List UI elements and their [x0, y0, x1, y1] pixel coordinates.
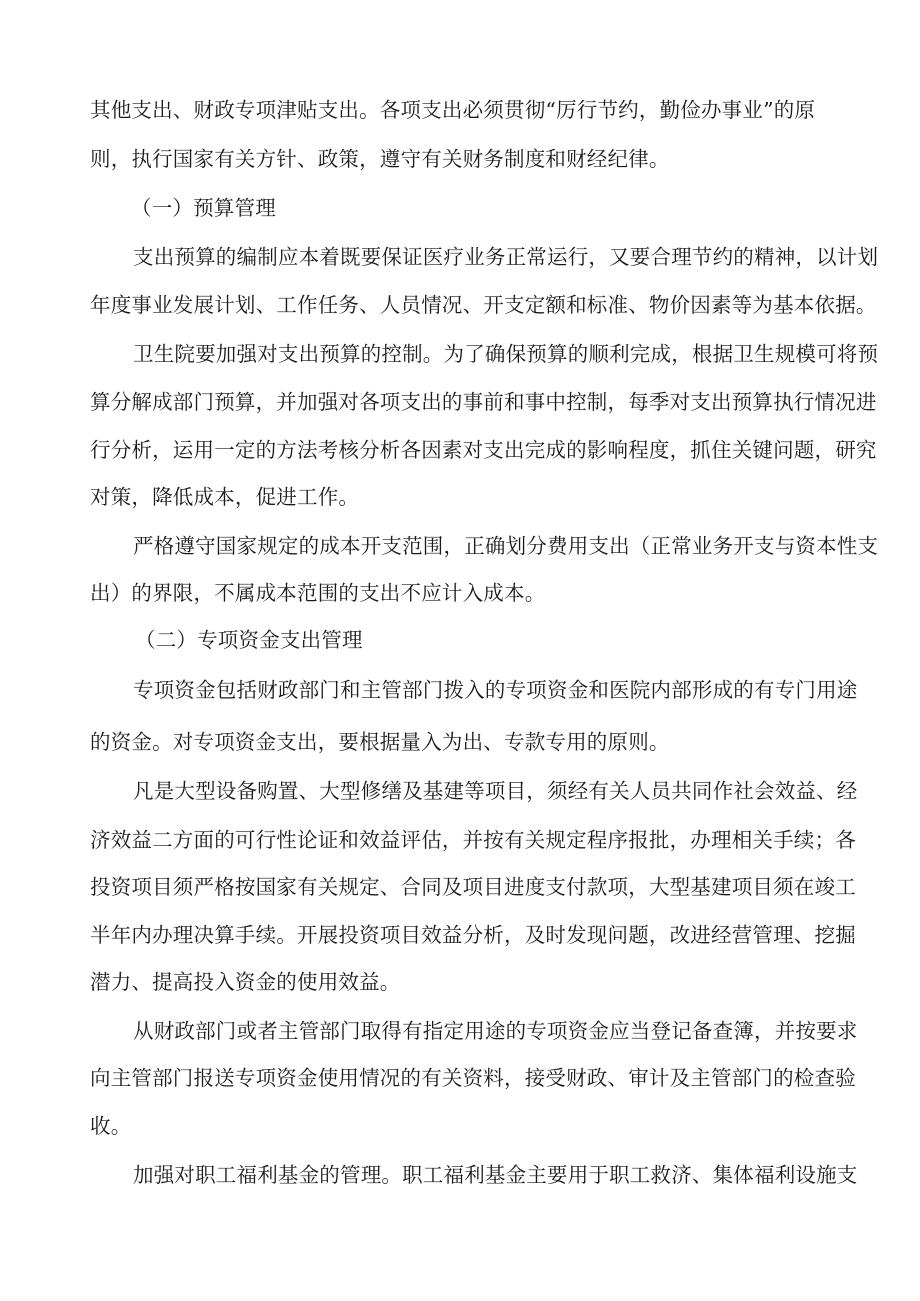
- text-line: 从财政部门或者主管部门取得有指定用途的专项资金应当登记备查簿，并按要求: [133, 1019, 858, 1043]
- text-line: 收。: [90, 1114, 132, 1138]
- text-line: 专项资金包括财政部门和主管部门拨入的专项资金和医院内部形成的有专门用途: [133, 678, 858, 702]
- text-line: 则，执行国家有关方针、政策，遵守有关财务制度和财经纪律。: [90, 147, 670, 171]
- text-line: 严格遵守国家规定的成本开支范围，正确划分费用支出（正常业务开支与资本性支: [133, 534, 879, 558]
- text-line: 加强对职工福利基金的管理。职工福利基金主要用于职工救济、集体福利设施支: [133, 1163, 858, 1187]
- text-line: 潜力、提高投入资金的使用效益。: [90, 970, 401, 994]
- text-line: 行分析，运用一定的方法考核分析各因素对支出完成的影响程度，抓住关键问题，研究: [90, 438, 877, 462]
- text-line: 年度事业发展计划、工作任务、人员情况、开支定额和标准、物价因素等为基本依据。: [90, 293, 877, 317]
- text-line: 支出预算的编制应本着既要保证医疗业务正常运行，又要合理节约的精神，以计划: [133, 245, 879, 269]
- text-line: 投资项目须严格按国家有关规定、合同及项目进度支付款项，大型基建项目须在竣工: [90, 875, 856, 899]
- text-line: 其他支出、财政专项津贴支出。各项支出必须贯彻“厉行节约，勤俭办事业”的原: [90, 98, 816, 122]
- section-heading: （一）预算管理: [131, 196, 276, 220]
- text-line: 算分解成部门预算，并加强对各项支出的事前和事中控制，每季对支出预算执行情况进: [90, 390, 877, 414]
- text-line: 的资金。对专项资金支出，要根据量入为出、专款专用的原则。: [90, 730, 670, 754]
- text-line: 济效益二方面的可行性论证和效益评估，并按有关规定程序报批，办理相关手续；各: [90, 828, 856, 852]
- text-line: 出）的界限，不属成本范围的支出不应计入成本。: [90, 581, 546, 605]
- text-line: 对策，降低成本，促进工作。: [90, 485, 360, 509]
- text-line: 半年内办理决算手续。开展投资项目效益分析，及时发现问题，改进经营管理、挖掘: [90, 923, 856, 947]
- text-line: 凡是大型设备购置、大型修缮及基建等项目，须经有关人员共同作社会效益、经: [133, 779, 858, 803]
- text-line: 卫生院要加强对支出预算的控制。为了确保预算的顺利完成，根据卫生规模可将预: [133, 342, 879, 366]
- section-heading: （二）专项资金支出管理: [135, 628, 363, 652]
- text-line: 向主管部门报送专项资金使用情况的有关资料，接受财政、审计及主管部门的检查验: [90, 1066, 856, 1090]
